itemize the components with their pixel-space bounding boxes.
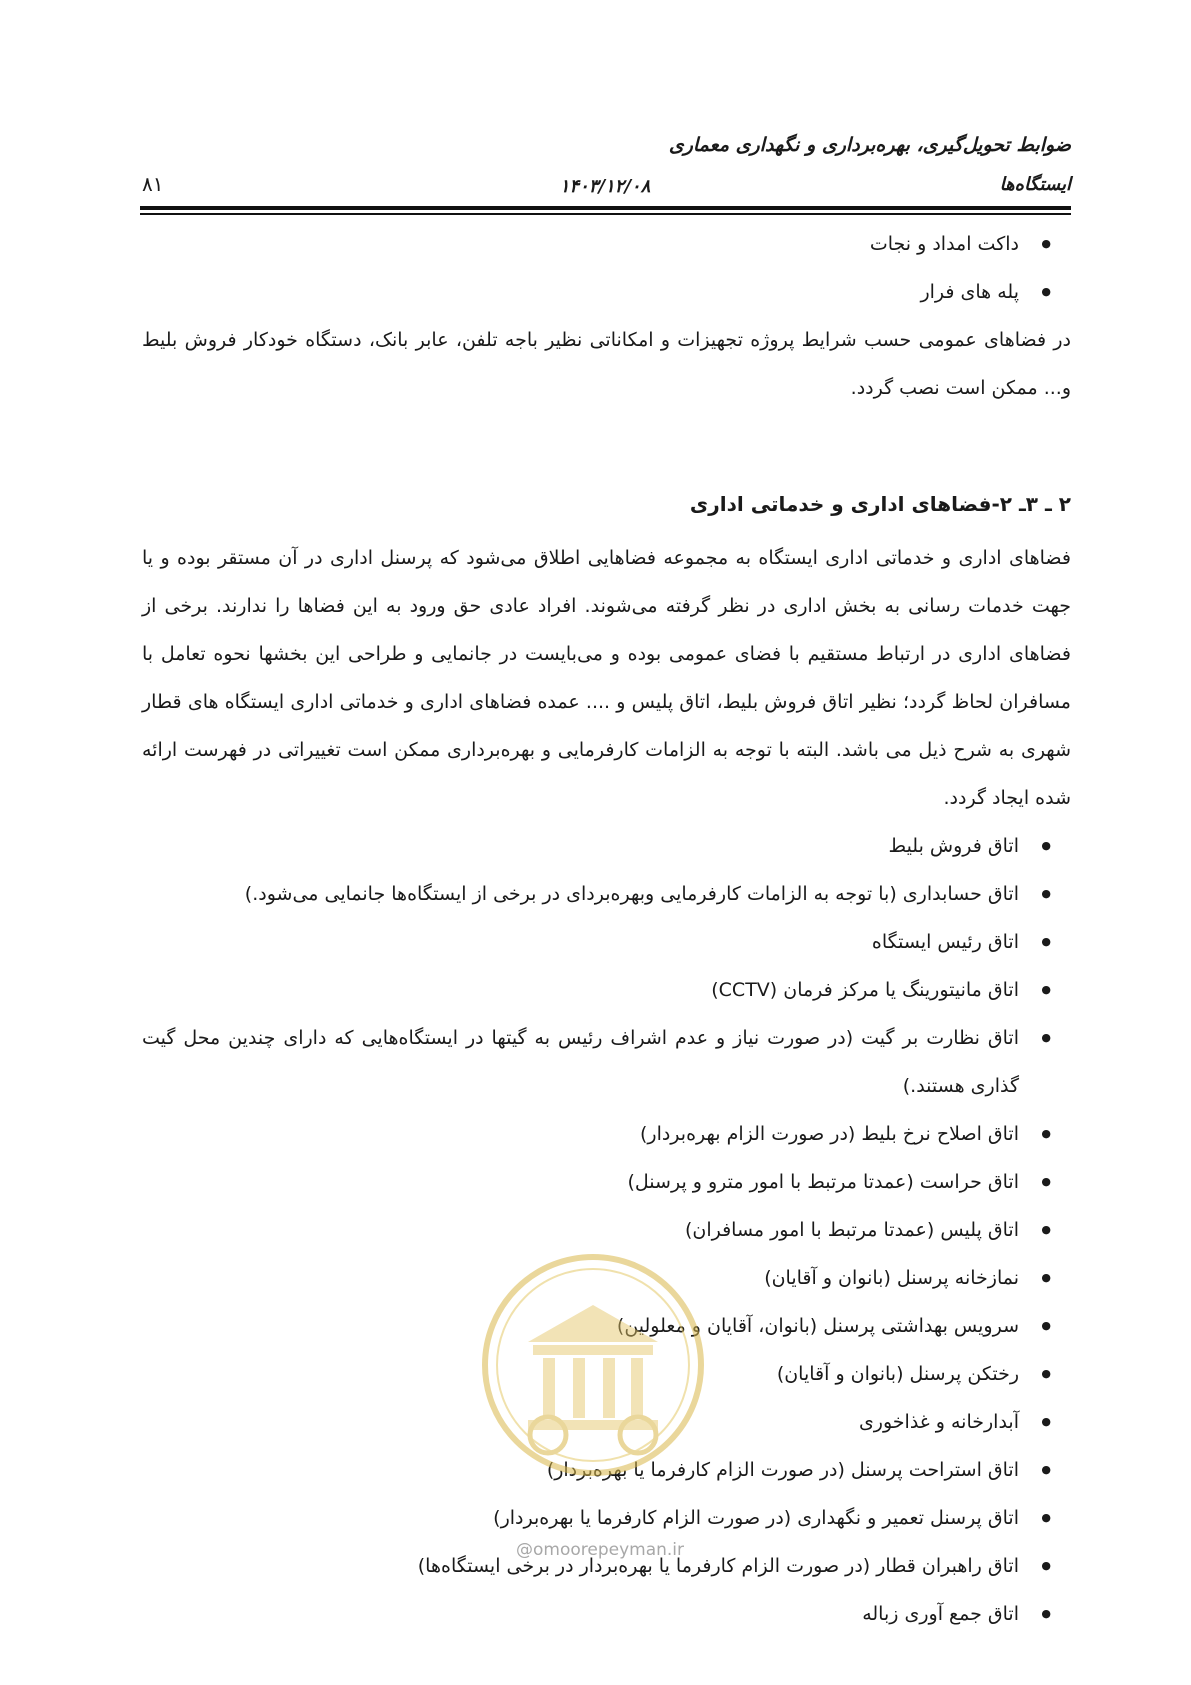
list-item: ● اتاق حسابداری (با توجه به الزامات کارفرمایی وبهره‌بردای در برخی از ایستگاه‌ها جانمایی می‌شود.) (142, 870, 1071, 918)
running-header-subtitle: ایستگاه‌ها (999, 174, 1071, 195)
list-item: ● اتاق استراحت پرسنل (در صورت الزام کارفرما یا بهره‌بردار) (142, 1446, 1071, 1494)
running-header-title: ضوابط تحویل‌گیری، بهره‌برداری و نگهداری معماری (668, 134, 1071, 156)
list-item: ● نمازخانه پرسنل (بانوان و آقایان) (142, 1254, 1071, 1302)
list-item: ● اتاق پرسنل تعمیر و نگهداری (در صورت الزام کارفرما یا بهره‌بردار) (142, 1494, 1071, 1542)
list-item: ● اتاق رئیس ایستگاه (142, 918, 1071, 966)
list-item: ● داکت امداد و نجات (142, 220, 1071, 268)
list-item: ● پله های فرار (142, 268, 1071, 316)
page-number: ۸۱ (142, 172, 164, 196)
list-item: ● اتاق مانیتورینگ یا مرکز فرمان (CCTV) (142, 966, 1071, 1014)
list-item: ● اتاق جمع آوری زباله (142, 1590, 1071, 1638)
section-heading: ۲ ـ ۳ـ ۲-فضاهای اداری و خدماتی اداری (689, 492, 1071, 516)
list-item: ● اتاق راهبران قطار (در صورت الزام کارفرما یا بهره‌بردار در برخی ایستگاه‌ها) (142, 1542, 1071, 1590)
paragraph: در فضاهای عمومی حسب شرایط پروژه تجهیزات و امکاناتی نظیر باجه تلفن، عابر بانک، دستگاه خودکار فروش بلیط و... ممکن است نصب گردد. (142, 329, 1071, 399)
list-item: ● اتاق فروش بلیط (142, 822, 1071, 870)
list-item: ● اتاق پلیس (عمدتا مرتبط با امور مسافران) (142, 1206, 1071, 1254)
list-item: ● اتاق اصلاح نرخ بلیط (در صورت الزام بهره‌بردار) (142, 1110, 1071, 1158)
list-item: ● سرویس بهداشتی پرسنل (بانوان، آقایان و معلولین) (142, 1302, 1071, 1350)
list-item: ● اتاق حراست (عمدتا مرتبط با امور مترو و پرسنل) (142, 1158, 1071, 1206)
header-date: ۱۴۰۳/۱۲/۰۸ (559, 176, 651, 197)
list-item: ● رختکن پرسنل (بانوان و آقایان) (142, 1350, 1071, 1398)
list-item: ● اتاق نظارت بر گیت (در صورت نیاز و عدم اشراف رئیس به گیتها در ایستگاه‌هایی که دارای چندین محل گیت گذاری هستند.) (142, 1014, 1071, 1110)
watermark-url: @omoorepeyman.ir (515, 1540, 685, 1560)
header-rule-thin (140, 213, 1071, 215)
header-rule-thick (140, 206, 1071, 210)
list-item: ● آبدارخانه و غذاخوری (142, 1398, 1071, 1446)
section-paragraph: فضاهای اداری و خدماتی اداری ایستگاه به مجموعه فضاهایی اطلاق می‌شود که پرسنل اداری در آن مستقر بوده و یا جهت خدمات رسانی به بخش اداری در نظر گرفته می‌شوند. افراد عادی حق ورود به این فضاها را ندارند. برخی از فضاهای اداری در ارتباط مستقیم با فضای عمومی بوده و می‌بایست در جانمایی و طراحی این بخشها نحوه تعامل با مسافران لحاظ گردد؛ نظیر اتاق فروش بلیط، اتاق پلیس و .... عمده فضاهای اداری و خدماتی اداری ایستگاه های قطار شهری به شرح ذیل می باشد. البته با توجه به الزامات کارفرمایی و بهره‌برداری ممکن است تغییراتی در فهرست ارائه شده ایجاد گردد. (142, 547, 1071, 809)
omoorepeyman-seal-icon (478, 1250, 708, 1480)
